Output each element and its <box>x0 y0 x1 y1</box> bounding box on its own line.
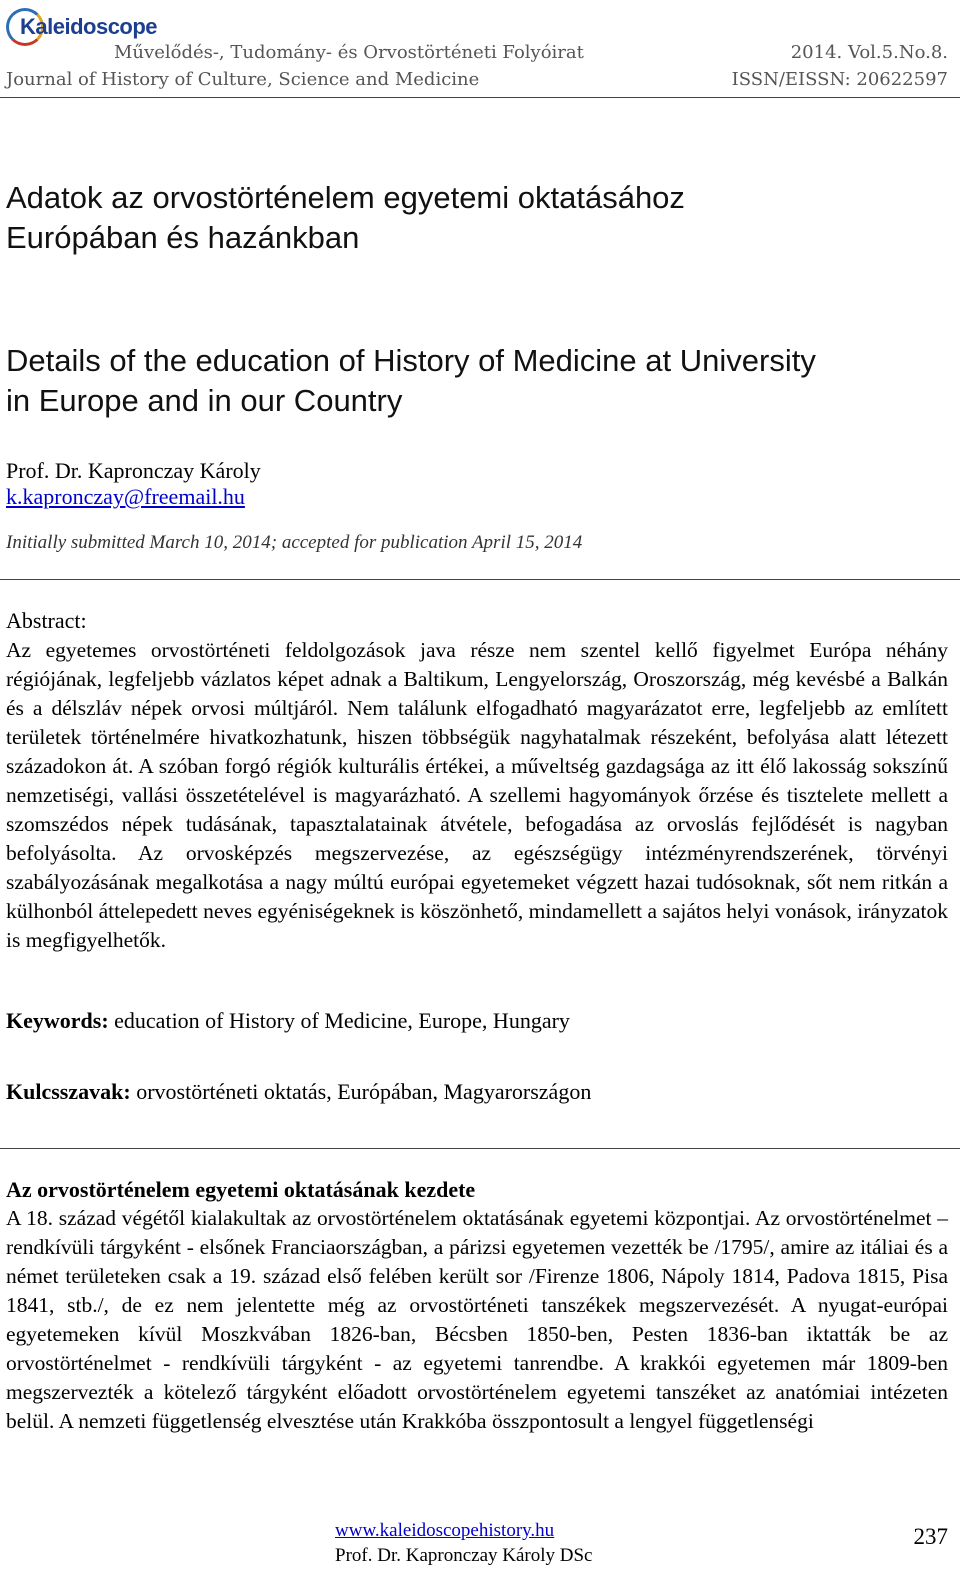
abstract-heading: Abstract: <box>6 608 87 633</box>
journal-title-en: Journal of History of Culture, Science and Medicine <box>6 69 480 90</box>
title-en-line1: Details of the education of History of Medicine at University <box>6 343 816 378</box>
article-title-hu <box>6 178 950 258</box>
body-divider <box>0 1148 960 1149</box>
keywords <box>6 1008 570 1034</box>
article-title-en <box>6 341 950 421</box>
author-email-link[interactable]: k.kapronczay@freemail.hu <box>6 484 245 509</box>
abstract-divider <box>0 579 960 580</box>
journal-title-hu: Művelődés-, Tudomány- és Orvostörténeti Folyóirat <box>114 42 584 63</box>
journal-volume: 2014. Vol.5.No.8. <box>790 42 948 63</box>
keywords-label: Keywords: <box>6 1008 109 1033</box>
journal-issn: ISSN/EISSN: 20622597 <box>731 69 948 90</box>
title-hu-line2: Európában és hazánkban <box>6 220 360 255</box>
journal-logo <box>6 6 158 48</box>
kulcsszavak-value: orvostörténeti oktatás, Európában, Magyarországon <box>130 1079 592 1104</box>
footer-author: Prof. Dr. Kapronczay Károly DSc <box>335 1545 593 1566</box>
title-hu-line1: Adatok az orvostörténelem egyetemi oktatásához <box>6 180 685 215</box>
author-name: Prof. Dr. Kapronczay Károly <box>6 458 261 483</box>
keywords-value: education of History of Medicine, Europe, Hungary <box>108 1008 570 1033</box>
title-en-line2: in Europe and in our Country <box>6 383 403 418</box>
header-divider <box>0 97 960 98</box>
abstract-text: Az egyetemes orvostörténeti feldolgozások java része nem szentel kellő figyelmet Európa néhány régiójának, legfeljebb vázlatos képet adnak a Baltikum, Lengyelország, Oroszország, még kevésbé a Balkán és a délszláv népek orvosi múltjáról. Nem találunk elfogadható magyarázatot erre, legfeljebb az említett területek történelmére hivatkozhatunk, hiszen többségük nagyhatalmak részeként, befolyása alatt létezett századokon át. A szóban forgó régiók kulturális értékei, a műveltség gazdagsága az itt élő lakosság sokszínű nemzetiségi, vallási összetételével is magyarázható. A szellemi hagyományok őrzése és tisztelete mellett a szomszédos népek tudásának, tapasztalatainak átvétele, befogadása az orvoslás fejlődését is nagyban befolyásolta. Az orvosképzés megszervezése, az egészségügy intézményrendszerének, törvényi szabályozásának megalkotása a nagy múltú európai egyetemeket végzett hazai tudósoknak, sőt nem ritkán a külhonból áttelepedett neves egyéniségeknek is köszönhető, mindamellett a sajátos helyi vonások, irányzatok is megfigyelhetők. <box>6 638 948 952</box>
page-number: 237 <box>913 1524 948 1549</box>
footer-website-link[interactable]: www.kaleidoscopehistory.hu <box>335 1520 555 1541</box>
logo-text: Kaleidoscope <box>20 14 158 39</box>
kulcsszavak-label: Kulcsszavak: <box>6 1079 131 1104</box>
kulcsszavak <box>6 1079 591 1105</box>
submission-dates: Initially submitted March 10, 2014; accepted for publication April 15, 2014 <box>6 532 583 553</box>
section-text: A 18. század végétől kialakultak az orvostörténelem oktatásának egyetemi központjai. Az orvostörténelmet – rendkívüli tárgyként - elsőnek Franciaországban, a párizsi egyetemen vezették be /1795/, amire az itáliai és a német területeken csak a 19. század első felében került sor /Firenze 1806, Nápoly 1814, Padova 1815, Pisa 1841, stb./, de ez nem jelentette még az orvostörténeti tanszékek megszervezését. A nyugat-európai egyetemeken kívül Moszkvában 1826-ban, Bécsben 1850-ben, Pesten 1836-ban iktatták be az orvostörténelmet - rendkívüli tárgyként - az egyetemi tanrendbe. A krakkói egyetemen már 1809-ben megszervezték a kötelező tárgyként előadott orvostörténelem egyetemi tanszéket az anatómiai intézeten belül. A nemzeti függetlenség elvesztése után Krakkóba összpontosult a lengyel függetlenségi <box>6 1206 948 1433</box>
section-heading: Az orvostörténelem egyetemi oktatásának kezdete <box>6 1177 476 1202</box>
